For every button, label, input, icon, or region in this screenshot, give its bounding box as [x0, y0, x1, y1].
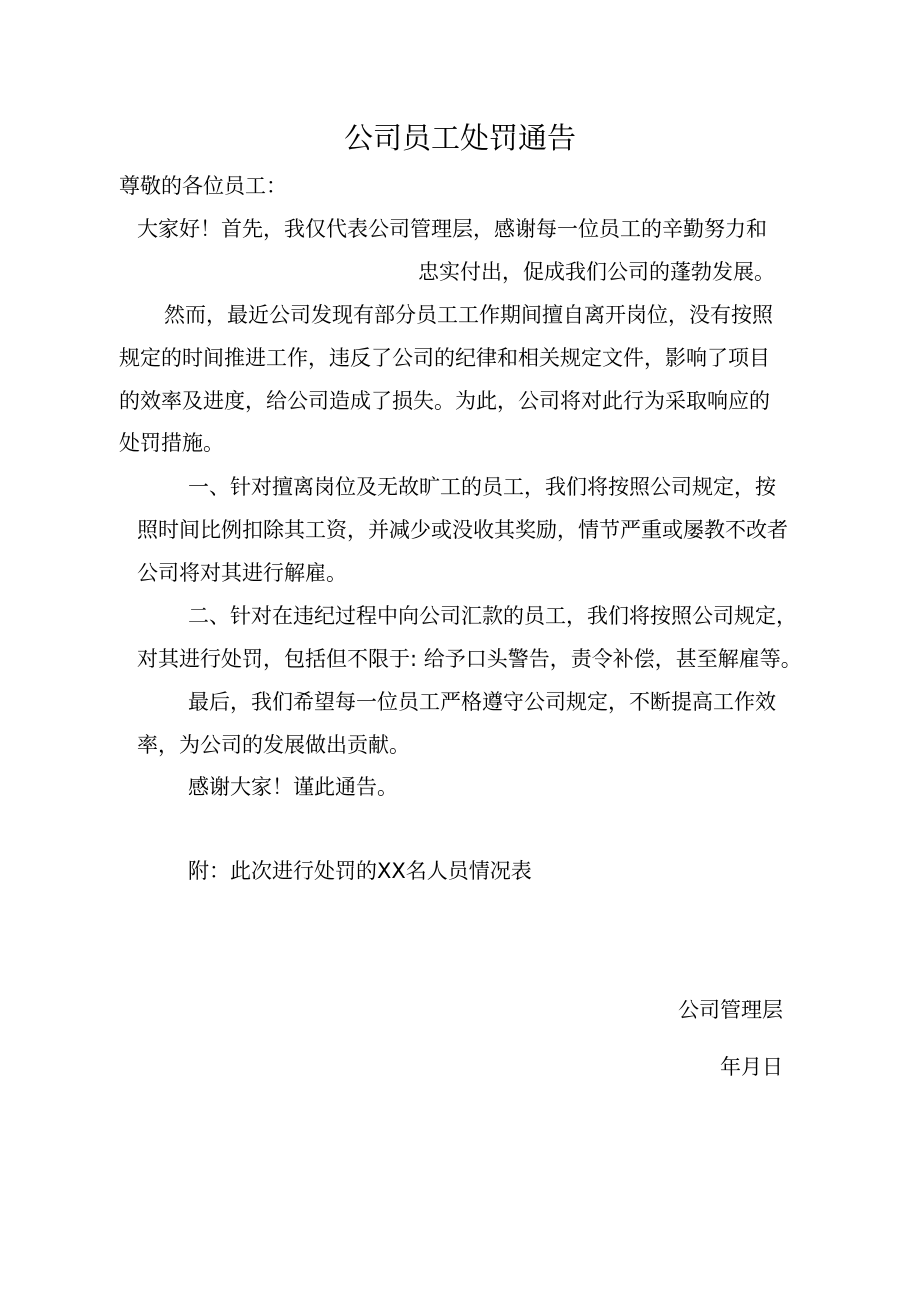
attachment-note: 附：此次进行处罚的XX名人员情况表 — [188, 859, 532, 883]
body-line-3: 的效率及进度，给公司造成了损失。为此，公司将对此行为采取响应的 — [119, 389, 770, 413]
body-line-1: 然而，最近公司发现有部分员工工作期间擅自离开岗位，没有按照 — [164, 303, 773, 327]
closing-line-2: 率，为公司的发展做出贡献。 — [137, 733, 410, 757]
intro-line-2: 忠实付出，促成我们公司的蓬勃发展。 — [418, 260, 775, 284]
item-1-line-2: 照时间比例扣除其工资，并减少或没收其奖励，情节严重或屡教不改者 — [137, 518, 788, 542]
salutation: 尊敬的各位员工： — [119, 174, 287, 198]
item-2-line-1: 二、针对在违纪过程中向公司汇款的员工，我们将按照公司规定， — [188, 604, 797, 628]
body-line-4: 处罚措施。 — [119, 431, 224, 455]
item-2-line-2: 对其进行处罚，包括但不限于: 给予口头警告，责令补偿，甚至解雇等。 — [137, 647, 802, 671]
closing-line-1: 最后，我们希望每一位员工严格遵守公司规定，不断提高工作效 — [188, 690, 776, 714]
item-1-line-3: 公司将对其进行解雇。 — [137, 561, 347, 585]
signature: 公司管理层 — [678, 998, 783, 1022]
body-line-2: 规定的时间推进工作，违反了公司的纪律和相关规定文件，影响了项目 — [119, 346, 770, 370]
intro-line-1: 大家好！首先，我仅代表公司管理层，感谢每一位员工的辛勤努力和 — [137, 217, 767, 241]
date: 年月日 — [720, 1055, 783, 1079]
item-1-line-1: 一、针对擅离岗位及无故旷工的员工，我们将按照公司规定，按 — [188, 475, 776, 499]
document-title: 公司员工处罚通告 — [343, 121, 576, 155]
closing-line-3: 感谢大家！谨此通告。 — [188, 775, 398, 799]
